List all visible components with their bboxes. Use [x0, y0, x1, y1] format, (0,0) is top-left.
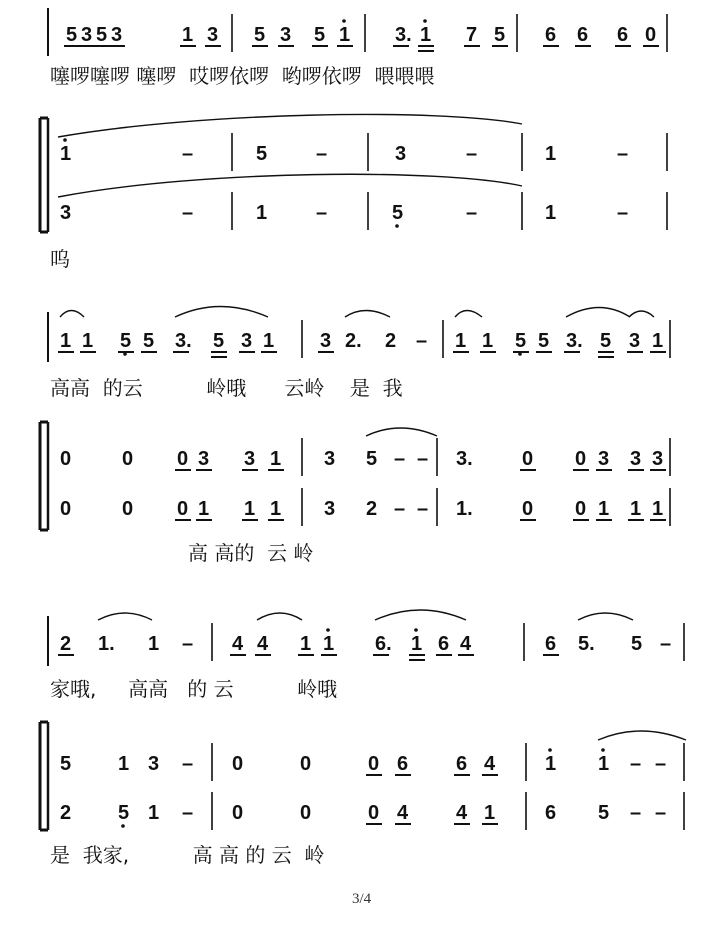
jianpu-note: 3 [629, 330, 641, 352]
melody-line [58, 320, 670, 358]
jianpu-note: 1 [545, 143, 557, 165]
jianpu-note: 3 [630, 448, 642, 470]
choir-upper-line [60, 743, 684, 781]
jianpu-note: 1 [545, 753, 557, 775]
jianpu-note: 0 [575, 448, 587, 470]
choir-upper-line [60, 133, 667, 171]
jianpu-note: – [630, 802, 642, 824]
choir-lyric-line: 是 我家, 高 高 的 云 岭 [50, 843, 325, 867]
jianpu-note: 1 [420, 24, 432, 46]
jianpu-note: 2 [60, 633, 72, 655]
jianpu-note: 1 [148, 802, 160, 824]
jianpu-note: – [416, 330, 428, 352]
jianpu-note: 5 [254, 24, 266, 46]
system-3 [50, 623, 684, 867]
jianpu-note: 0 [522, 448, 534, 470]
jianpu-note: 0 [60, 498, 72, 520]
jianpu-note: 1 [598, 498, 610, 520]
jianpu-note: 0 [122, 448, 134, 470]
jianpu-note: 1 [256, 202, 268, 224]
jianpu-note: – [466, 202, 478, 224]
jianpu-note: 3 [324, 498, 336, 520]
jianpu-note: 1. [98, 633, 115, 655]
low-octave-dot [395, 224, 399, 228]
jianpu-note: 0 [645, 24, 657, 46]
jianpu-note: – [417, 448, 429, 470]
choir-lyric-line: 高 高的 云 岭 [188, 541, 314, 565]
jianpu-note: 4 [460, 633, 472, 655]
jianpu-note: 6. [375, 633, 392, 655]
jianpu-note: 6 [577, 24, 589, 46]
jianpu-note: – [660, 633, 672, 655]
system-2 [50, 320, 670, 565]
jianpu-note: 2 [385, 330, 397, 352]
jianpu-note: 1 [198, 498, 210, 520]
jianpu-note: 1 [263, 330, 275, 352]
jianpu-note: 3. [456, 448, 473, 470]
jianpu-note: 3 [395, 143, 407, 165]
jianpu-note: – [630, 753, 642, 775]
high-octave-dot [601, 748, 605, 752]
high-octave-dot [342, 19, 346, 23]
jianpu-note: 4 [232, 633, 244, 655]
lyric-line: 高高 的云 岭哦 云岭 是 我 [50, 376, 403, 400]
jianpu-note: 4 [484, 753, 496, 775]
jianpu-note: 2 [366, 498, 378, 520]
jianpu-note: 1 [598, 753, 610, 775]
jianpu-note: 3. [566, 330, 583, 352]
jianpu-note: 3 [241, 330, 253, 352]
jianpu-note: 3 [148, 753, 160, 775]
jianpu-note: 1 [118, 753, 130, 775]
jianpu-note: 1 [652, 498, 664, 520]
choir-upper-line [60, 438, 670, 476]
jianpu-note: 1. [456, 498, 473, 520]
lyric-line: 噻啰噻啰 噻啰 哎啰依啰 哟啰依啰 喂喂喂 [50, 64, 435, 88]
jianpu-note: – [316, 143, 328, 165]
jianpu-note: 5 [538, 330, 550, 352]
jianpu-note: 5 [213, 330, 225, 352]
jianpu-note: 6 [456, 753, 468, 775]
jianpu-note: 0 [575, 498, 587, 520]
jianpu-note: 3 [280, 24, 292, 46]
jianpu-note: – [466, 143, 478, 165]
jianpu-note: – [417, 498, 429, 520]
jianpu-note: 1 [60, 143, 72, 165]
choir-lower-line [60, 792, 684, 830]
jianpu-note: 5 [256, 143, 268, 165]
jianpu-note: – [182, 633, 194, 655]
jianpu-note: 3. [175, 330, 192, 352]
page-number: 3/4 [352, 891, 372, 907]
jianpu-note: 1 [323, 633, 335, 655]
melody-line [58, 623, 684, 661]
jianpu-note: 5 [66, 24, 78, 46]
jianpu-note: 3 [652, 448, 664, 470]
jianpu-note: 5 [515, 330, 527, 352]
jianpu-note: 5 [631, 633, 643, 655]
jianpu-note: 6 [545, 633, 557, 655]
high-octave-dot [423, 19, 427, 23]
jianpu-note: 4 [257, 633, 269, 655]
jianpu-note: 1 [482, 330, 494, 352]
jianpu-note: 2. [345, 330, 362, 352]
jianpu-note: – [182, 802, 194, 824]
jianpu-note: – [617, 143, 629, 165]
jianpu-note: 6 [438, 633, 450, 655]
high-octave-dot [414, 628, 418, 632]
jianpu-note: 1 [411, 633, 423, 655]
jianpu-note: 0 [122, 498, 134, 520]
jianpu-note: 7 [466, 24, 478, 46]
jianpu-note: 0 [522, 498, 534, 520]
jianpu-note: 1 [455, 330, 467, 352]
jianpu-note: 0 [368, 753, 380, 775]
jianpu-note: 1 [270, 448, 282, 470]
jianpu-note: 3 [60, 202, 72, 224]
jianpu-note: 3 [320, 330, 332, 352]
jianpu-note: 1 [82, 330, 94, 352]
jianpu-note: 3 [598, 448, 610, 470]
jianpu-note: 0 [232, 753, 244, 775]
jianpu-note: – [316, 202, 328, 224]
jianpu-note: 3. [395, 24, 412, 46]
jianpu-note: 5. [578, 633, 595, 655]
jianpu-note: 0 [300, 802, 312, 824]
system-1 [50, 14, 667, 271]
jianpu-note: 5 [392, 202, 404, 224]
system-brackets [40, 8, 48, 830]
choir-lyric-line: 呜 [50, 247, 70, 271]
jianpu-note: 1 [60, 330, 72, 352]
jianpu-note: 1 [339, 24, 351, 46]
jianpu-note: 5 [60, 753, 72, 775]
jianpu-note: 5 [600, 330, 612, 352]
jianpu-note: 5 [494, 24, 506, 46]
low-octave-dot [121, 824, 125, 828]
jianpu-note: 3 [207, 24, 219, 46]
jianpu-note: 0 [60, 448, 72, 470]
jianpu-note: 5 [96, 24, 108, 46]
jianpu-note: 0 [177, 448, 189, 470]
jianpu-note: 3 [244, 448, 256, 470]
high-octave-dot [63, 138, 67, 142]
jianpu-note: 3 [81, 24, 93, 46]
jianpu-note: 6 [545, 802, 557, 824]
high-octave-dot [326, 628, 330, 632]
high-octave-dot [548, 748, 552, 752]
jianpu-note: – [655, 802, 667, 824]
jianpu-note: 1 [545, 202, 557, 224]
jianpu-note: 0 [177, 498, 189, 520]
jianpu-note: 5 [118, 802, 130, 824]
jianpu-note: 1 [300, 633, 312, 655]
jianpu-note: 0 [232, 802, 244, 824]
jianpu-note: 3 [111, 24, 123, 46]
jianpu-note: – [617, 202, 629, 224]
jianpu-note: – [394, 448, 406, 470]
jianpu-note: 2 [60, 802, 72, 824]
jianpu-note: 0 [368, 802, 380, 824]
jianpu-note: 6 [617, 24, 629, 46]
jianpu-note: 6 [545, 24, 557, 46]
jianpu-note: 3 [324, 448, 336, 470]
jianpu-note: 5 [598, 802, 610, 824]
choir-lower-line [60, 192, 667, 230]
melody-line [64, 14, 667, 52]
jianpu-note: 5 [120, 330, 132, 352]
jianpu-note: – [394, 498, 406, 520]
jianpu-note: 1 [270, 498, 282, 520]
jianpu-note: 1 [148, 633, 160, 655]
jianpu-note: 5 [143, 330, 155, 352]
jianpu-note: 1 [652, 330, 664, 352]
lyric-line: 家哦, 高高 的 云 岭哦 [50, 677, 338, 701]
jianpu-note: – [182, 143, 194, 165]
choir-lower-line [60, 488, 670, 526]
jianpu-note: – [182, 202, 194, 224]
jianpu-note: 1 [182, 24, 194, 46]
jianpu-note: 5 [366, 448, 378, 470]
jianpu-note: 5 [314, 24, 326, 46]
jianpu-note: 1 [484, 802, 496, 824]
jianpu-note: – [655, 753, 667, 775]
jianpu-note: 1 [630, 498, 642, 520]
jianpu-note: – [182, 753, 194, 775]
jianpu-note: 0 [300, 753, 312, 775]
score-systems [50, 14, 684, 867]
jianpu-note: 4 [456, 802, 468, 824]
jianpu-note: 4 [397, 802, 409, 824]
jianpu-note: 6 [397, 753, 409, 775]
jianpu-note: 1 [244, 498, 256, 520]
jianpu-note: 3 [198, 448, 210, 470]
